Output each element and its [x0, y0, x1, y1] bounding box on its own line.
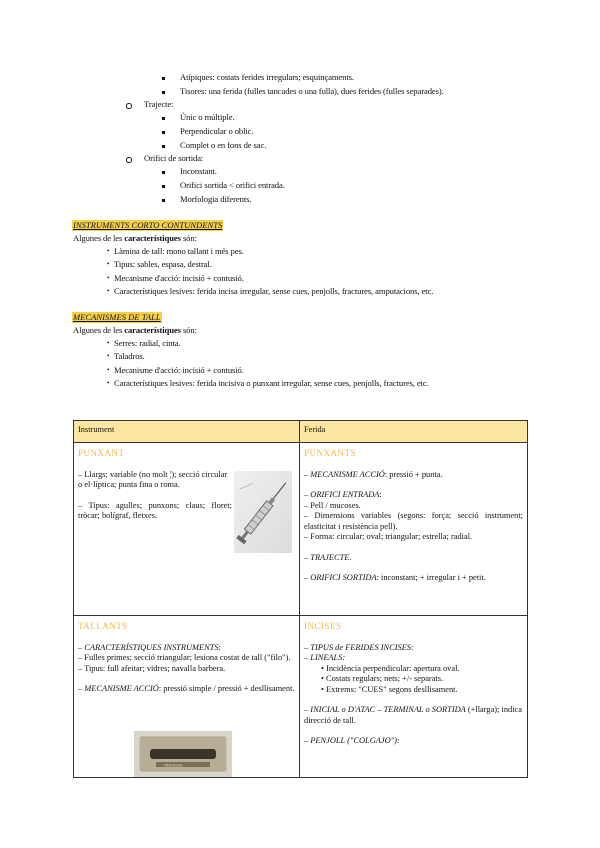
intro-text: Algunes de les — [73, 233, 125, 243]
list-item: Perpendicular o oblic. — [180, 126, 254, 136]
sub-list-item: • Incidència perpendicular: apertura oval. — [321, 663, 460, 673]
list-item: Únic o múltiple. — [180, 112, 235, 122]
cell-text: – Forma: circular; oval; triangular; estrella; radial. — [304, 532, 473, 541]
cell-punxant-instrument — [74, 443, 300, 616]
cell-text-inline: (+llarga); indica direcció de tall. — [304, 705, 522, 725]
italic-label: CARACTERÍSTIQUES INSTRUMENTS — [84, 642, 219, 652]
italic-label: – LINEALS: — [304, 653, 346, 662]
svg-text:~~~~~: ~~~~~ — [238, 481, 255, 493]
cell-text: – Tipus: agulles; punxons; claus; floret; tròcar; bolígraf, fletxes. — [78, 500, 232, 520]
bullet-dot: • — [107, 379, 110, 387]
sub-list-text: Extrems: "CUES" segons desllisament. — [326, 684, 458, 694]
category-label: INCISES — [304, 621, 342, 631]
cell-text: – CARACTERÍSTIQUES INSTRUMENTS: — [78, 642, 221, 652]
intro-text: Algunes de les — [73, 325, 125, 335]
sub-list-text: Costats regulars; nets; +/- separats. — [326, 674, 444, 683]
bullet-dot: • — [107, 352, 110, 360]
cell-text-inline: : inconstant; + irregular i + petit. — [376, 573, 486, 582]
sub-list-item: • Costats regulars; nets; +/- separats. — [321, 674, 444, 683]
list-item: Làmina de tall: mono tallant i més pes. — [114, 246, 244, 256]
italic-label: MECANISME ACCIÓ — [84, 684, 159, 693]
table-row-tallants — [74, 616, 528, 778]
cell-text: – Dimensions variables (segons: força; secció instrument; elasticitat i resistència pell). — [304, 511, 523, 531]
cell-text-inline: : — [379, 490, 382, 499]
italic-label: – INICIAL o D'ATAC – TERMINAL o SORTIDA — [304, 705, 466, 714]
italic-label: ORIFICI ENTRADA — [310, 490, 380, 499]
bullet-square — [162, 199, 165, 202]
cell-text: – ORIFICI ENTRADA: — [304, 490, 382, 499]
cell-text-inline: . — [349, 552, 352, 562]
cell-text — [304, 705, 523, 726]
list-item: Tisores: una ferida (fulles tancades o una fulla), dues ferides (fulles separades). — [180, 86, 444, 96]
intro-bold: característiques — [124, 325, 181, 335]
list-item-orifici: Orifici de sortida: — [144, 153, 204, 163]
list-item: Característiques lesives: ferida incisiva o punxant irregular, sense cues, penjolls, fractures, etc. — [114, 378, 429, 388]
cell-text — [304, 736, 523, 747]
list-item: Taladros. — [114, 351, 145, 361]
list-item: Tipus: sables, espasa, destral. — [114, 259, 212, 269]
italic-label: – PENJOLL ("COLGAJO"): — [304, 736, 400, 745]
list-item: Mecanisme d'acció: incisió + contusió. — [114, 273, 244, 283]
section-heading-corto-contundents: INSTRUMENTS CORTO CONTUNDENTS — [73, 220, 223, 230]
list-item: Atípiques: costats ferides irregulars; esquinçaments. — [180, 72, 354, 82]
bullet-circle — [126, 157, 132, 163]
bullet-square — [162, 185, 165, 188]
list-item: Serres: radial, cinta. — [114, 338, 181, 348]
sub-list-text: Incidència perpendicular: apertura oval. — [326, 663, 460, 673]
list-item: Morfologia diferents. — [180, 194, 252, 204]
cell-text: – TIPUS de FERIDES INCISES: — [304, 642, 414, 652]
cell-text-inline: : — [218, 642, 221, 652]
category-label: PUNXANT — [78, 448, 125, 458]
razor-blade-image — [134, 731, 232, 777]
cell-text-inline: : — [411, 642, 414, 652]
list-item: Complet o en fons de sac. — [180, 140, 267, 150]
list-item: Característiques lesives: ferida incisa irregular, sense cues, penjolls, fractures, amputacions, etc. — [114, 286, 434, 296]
bullet-square — [162, 117, 165, 120]
cell-punxant-ferida — [300, 443, 528, 616]
list-item: Mecanisme d'acció: incisió + contusió. — [114, 365, 244, 375]
bullet-square — [162, 77, 165, 80]
column-header-ferida: Ferida — [300, 421, 528, 443]
section-intro — [73, 233, 197, 244]
italic-label: MECANISME ACCIÓ — [310, 469, 385, 479]
cell-text: – ORIFICI SORTIDA: inconstant; + irregular i + petit. — [304, 573, 486, 582]
bullet-circle — [126, 103, 132, 109]
cell-text: – MECANISME ACCIÓ: pressió + punta. — [304, 469, 443, 479]
bullet-dot: • — [107, 339, 110, 347]
bullet-dot: • — [107, 274, 110, 282]
cell-text: – Tipus: full afeitar; vidres; navalla barbera. — [78, 663, 226, 673]
cell-text-inline: : pressió + punta. — [384, 469, 443, 479]
bullet-square — [162, 131, 165, 134]
list-item-trajecte: Trajecte: — [144, 99, 174, 109]
instruments-table — [73, 420, 528, 778]
bullet-dot: • — [107, 260, 110, 268]
list-item: Orifici sortida < orifici entrada. — [180, 180, 285, 190]
cell-tallants-ferida — [300, 616, 528, 778]
list-item: Inconstant. — [180, 166, 217, 176]
italic-label: TIPUS de FERIDES INCISES — [310, 642, 411, 652]
cell-tallants-instrument — [74, 616, 300, 778]
intro-bold: característiques — [124, 233, 181, 243]
section-heading-mecanismes-tall: MECANISMES DE TALL — [73, 312, 161, 322]
cell-text: – Pell / mucoses. — [304, 500, 361, 510]
section-intro — [73, 325, 197, 336]
svg-text:ORIGINAL: ORIGINAL — [164, 762, 184, 768]
bullet-square — [162, 145, 165, 148]
category-label: TALLANTS — [78, 621, 128, 631]
table-row-punxant — [74, 443, 528, 616]
category-label: PUNXANTS — [304, 448, 357, 458]
bullet-dot: • — [107, 247, 110, 255]
bullet-square — [162, 91, 165, 94]
italic-label: ORIFICI SORTIDA — [310, 573, 377, 582]
cell-text — [304, 653, 523, 664]
cell-text: – TRAJECTE. — [304, 552, 352, 562]
syringe-image — [234, 471, 292, 553]
bullet-dot: • — [107, 366, 110, 374]
sub-list-item: • Extrems: "CUES" segons desllisament. — [321, 684, 458, 694]
intro-text-end: són: — [180, 233, 197, 243]
bullet-square — [162, 171, 165, 174]
cell-text: – Llargs; variable (no molt ¦); secció circular o el·líptica; punta fina o roma. — [78, 469, 228, 489]
bullet-dot: • — [107, 287, 110, 295]
italic-label: TRAJECTE — [310, 552, 350, 562]
cell-text: – Fulles primes; secció triangular; lesiona costat de tall ("filo"). — [78, 653, 291, 662]
cell-text-inline: : pressió simple / pressió + desllisament. — [158, 684, 295, 693]
column-header-instrument: Instrument — [74, 421, 300, 443]
table-header-row — [74, 421, 528, 443]
intro-text-end: són: — [180, 325, 197, 335]
cell-text: – MECANISME ACCIÓ: pressió simple / pressió + desllisament. — [78, 684, 295, 693]
